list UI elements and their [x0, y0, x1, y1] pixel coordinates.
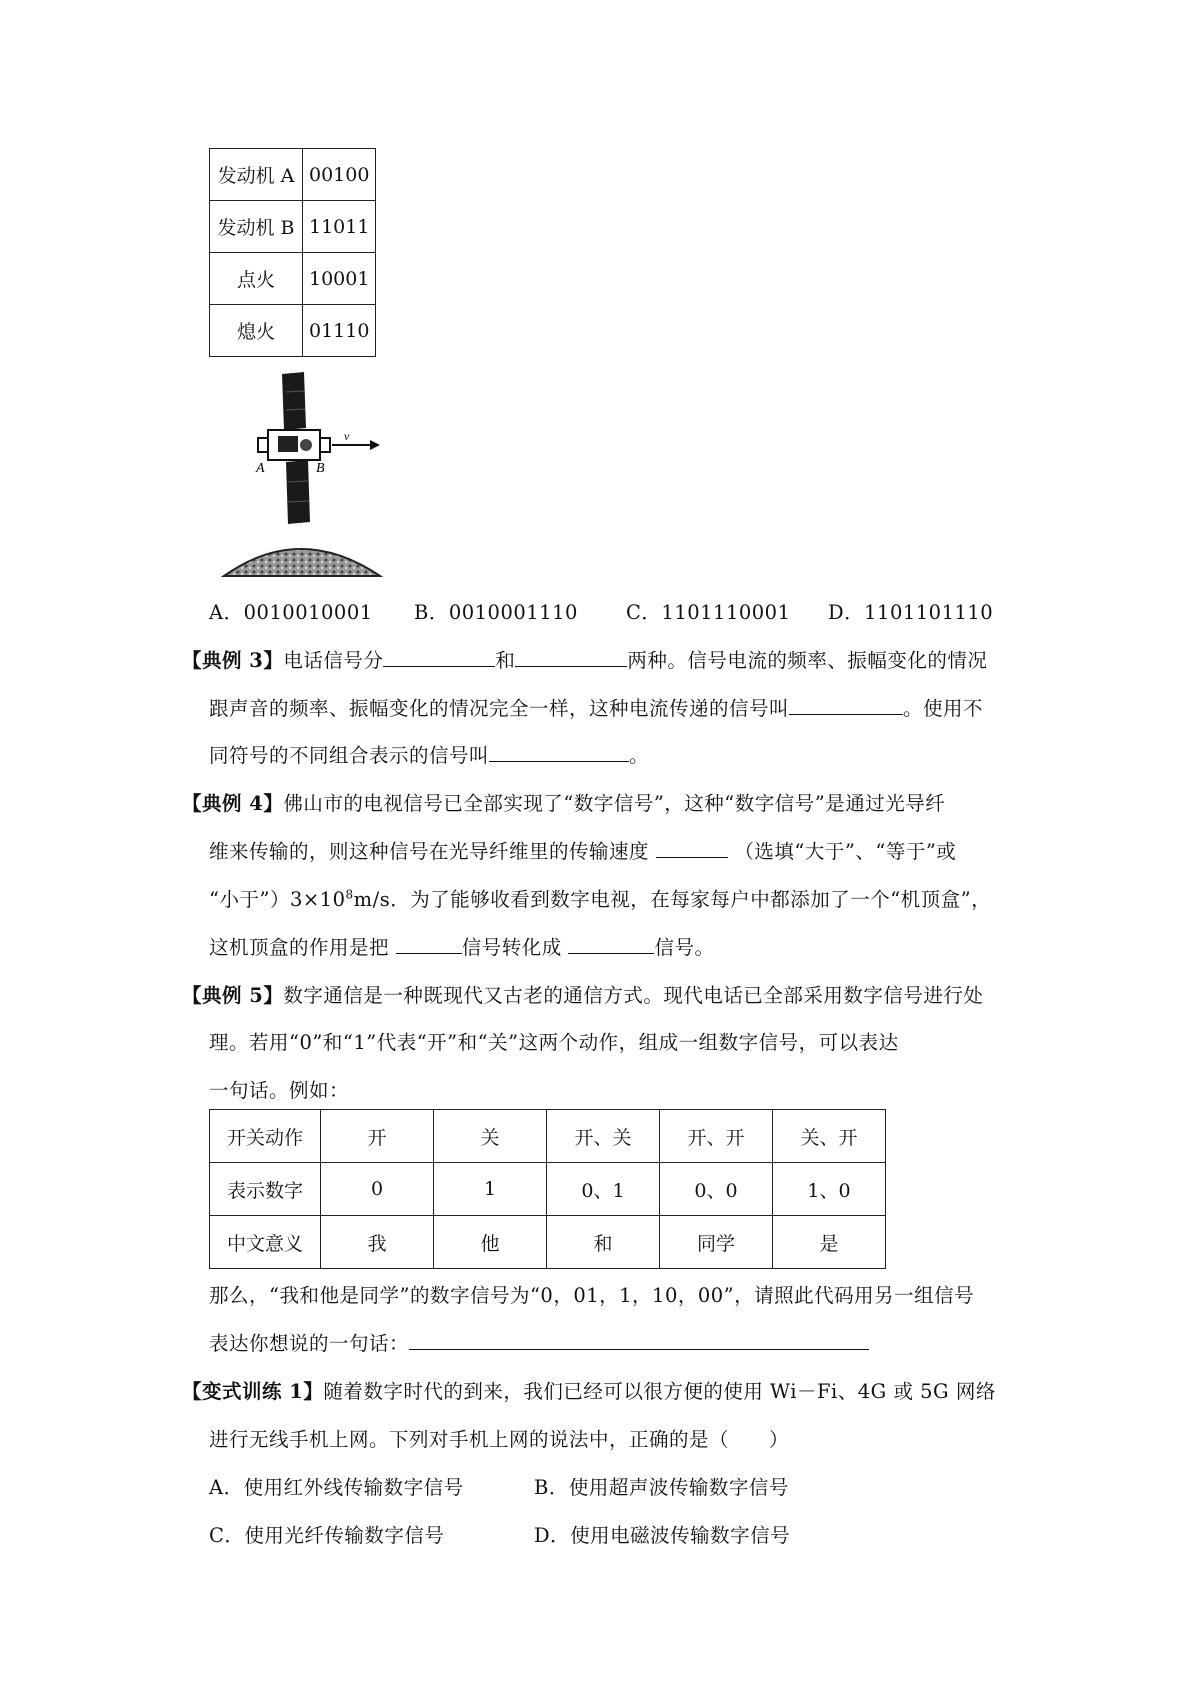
- table-row: [210, 1110, 886, 1163]
- table-cell: 0、1: [547, 1163, 660, 1216]
- ex5-text: 表达你想说的一句话：: [209, 1332, 410, 1355]
- ex4-text: 维来传输的，则这种信号在光导纤维里的传输速度: [209, 840, 650, 863]
- code-value: 11011: [303, 201, 376, 253]
- table-cell: 中文意义: [210, 1216, 321, 1269]
- solar-panel-bottom: [286, 460, 310, 524]
- planet-surface: [224, 549, 380, 576]
- var1-option-a: A．使用红外线传输数字信号: [209, 1476, 464, 1499]
- answer-blank: [568, 933, 654, 954]
- code-label: 发动机 A: [210, 149, 303, 201]
- table-cell: 开、开: [660, 1110, 773, 1163]
- var1-option-c: C．使用光纤传输数字信号: [209, 1524, 445, 1547]
- ex5-line-3: 一句话。例如：: [209, 1079, 350, 1102]
- table-row: [210, 1163, 886, 1216]
- table-row: [210, 1216, 886, 1269]
- table-row: [210, 305, 376, 357]
- ex3-text: 和: [495, 649, 516, 672]
- table-cell: 0: [321, 1163, 434, 1216]
- var1-tag: 【变式训练 1】: [182, 1380, 324, 1403]
- ex4-text: （选填“大于”、“等于”或: [734, 840, 957, 863]
- var1-option-b: B．使用超声波传输数字信号: [534, 1476, 789, 1499]
- ex4-text: 信号转化成: [461, 936, 562, 959]
- ex4-line-2: [209, 836, 956, 864]
- ex4-text: 信号。: [654, 936, 715, 959]
- ex4-text: 佛山市的电视信号已全部实现了“数字信号”，这种“数字信号”是通过光导纤: [283, 792, 946, 815]
- ex4-line-3: [209, 884, 991, 912]
- table-cell: 开: [321, 1110, 434, 1163]
- table-row: [210, 253, 376, 305]
- exponent: 8: [345, 887, 354, 902]
- engine-b: [320, 438, 330, 452]
- ex3-text: 两种。信号电流的频率、振幅变化的情况: [627, 649, 988, 672]
- answer-blank: [409, 1329, 869, 1350]
- ex3-tag: 【典例 3】: [182, 649, 284, 672]
- table-row: [210, 201, 376, 253]
- label-a: A: [256, 461, 265, 476]
- label-v: v: [344, 429, 350, 443]
- code-label: 熄火: [210, 305, 303, 357]
- ex5-line-1: [182, 980, 983, 1008]
- table-cell: 和: [547, 1216, 660, 1269]
- table-cell: 我: [321, 1216, 434, 1269]
- option-d: D．1101101110: [828, 601, 994, 624]
- ex4-line-1: [182, 788, 945, 816]
- code-value: 00100: [303, 149, 376, 201]
- ex3-line-1: [182, 645, 987, 673]
- table-cell: 同学: [660, 1216, 773, 1269]
- ex3-line-3: [209, 740, 649, 768]
- code-table: [209, 148, 376, 357]
- var1-option-d: D．使用电磁波传输数字信号: [534, 1524, 791, 1547]
- ex3-text: 。使用不: [903, 697, 984, 720]
- var1-line-2: 进行无线手机上网。下列对手机上网的说法中，正确的是（ ）: [209, 1428, 790, 1451]
- ex3-text: 。: [629, 744, 650, 767]
- ex4-text: “小于”）3×10: [209, 888, 346, 911]
- ex4-text: m/s．为了能够收看到数字电视，在每家每户中都添加了一个“机顶盒”，: [353, 888, 992, 911]
- answer-blank: [656, 837, 728, 858]
- var1-text: 随着数字时代的到来，我们已经可以很方便的使用 Wi－Fi、4G 或 5G 网络: [323, 1380, 996, 1403]
- table-cell: 是: [773, 1216, 886, 1269]
- answer-blank: [515, 646, 627, 667]
- code-label: 发动机 B: [210, 201, 303, 253]
- label-b: B: [316, 461, 325, 476]
- table-cell: 0、0: [660, 1163, 773, 1216]
- solar-panel-top: [282, 372, 306, 430]
- answer-blank: [489, 741, 629, 762]
- ex4-text: 这机顶盒的作用是把: [209, 936, 390, 959]
- table-cell: 开关动作: [210, 1110, 321, 1163]
- table-cell: 表示数字: [210, 1163, 321, 1216]
- ex3-text: 电话信号分: [283, 649, 384, 672]
- ex4-tag: 【典例 4】: [182, 792, 284, 815]
- ex5-line-5: [209, 1328, 869, 1356]
- ex3-text: 跟声音的频率、振幅变化的情况完全一样，这种电流传递的信号叫: [209, 697, 790, 720]
- ex3-text: 同符号的不同组合表示的信号叫: [209, 744, 490, 767]
- table-row: [210, 149, 376, 201]
- code-value: 10001: [303, 253, 376, 305]
- answer-blank: [383, 646, 495, 667]
- table-cell: 他: [434, 1216, 547, 1269]
- signal-mapping-table: [209, 1109, 886, 1269]
- code-label: 点火: [210, 253, 303, 305]
- table-cell: 1、0: [773, 1163, 886, 1216]
- code-value: 01110: [303, 305, 376, 357]
- table-cell: 关、开: [773, 1110, 886, 1163]
- ex4-line-4: [209, 932, 714, 960]
- ex3-line-2: [209, 693, 983, 721]
- ex5-tag: 【典例 5】: [182, 984, 284, 1007]
- option-c: C．1101110001: [626, 601, 791, 624]
- answer-blank: [396, 933, 462, 954]
- option-a: A．0010010001: [209, 601, 373, 624]
- table-cell: 开、关: [547, 1110, 660, 1163]
- ex5-line-4: 那么，“我和他是同学”的数字信号为“0，01，1，10，00”，请照此代码用另一组信号: [209, 1284, 975, 1307]
- engine-a: [258, 438, 268, 452]
- var1-line-1: [182, 1376, 996, 1404]
- table-cell: 1: [434, 1163, 547, 1216]
- table-cell: 关: [434, 1110, 547, 1163]
- ex5-text: 数字通信是一种既现代又古老的通信方式。现代电话已全部采用数字信号进行处: [283, 984, 984, 1007]
- option-b: B．0010001110: [414, 601, 578, 624]
- satellite-figure: [220, 372, 390, 582]
- ex5-line-2: 理。若用“0”和“1”代表“开”和“关”这两个动作，组成一组数字信号，可以表达: [209, 1031, 899, 1054]
- answer-blank: [789, 694, 903, 715]
